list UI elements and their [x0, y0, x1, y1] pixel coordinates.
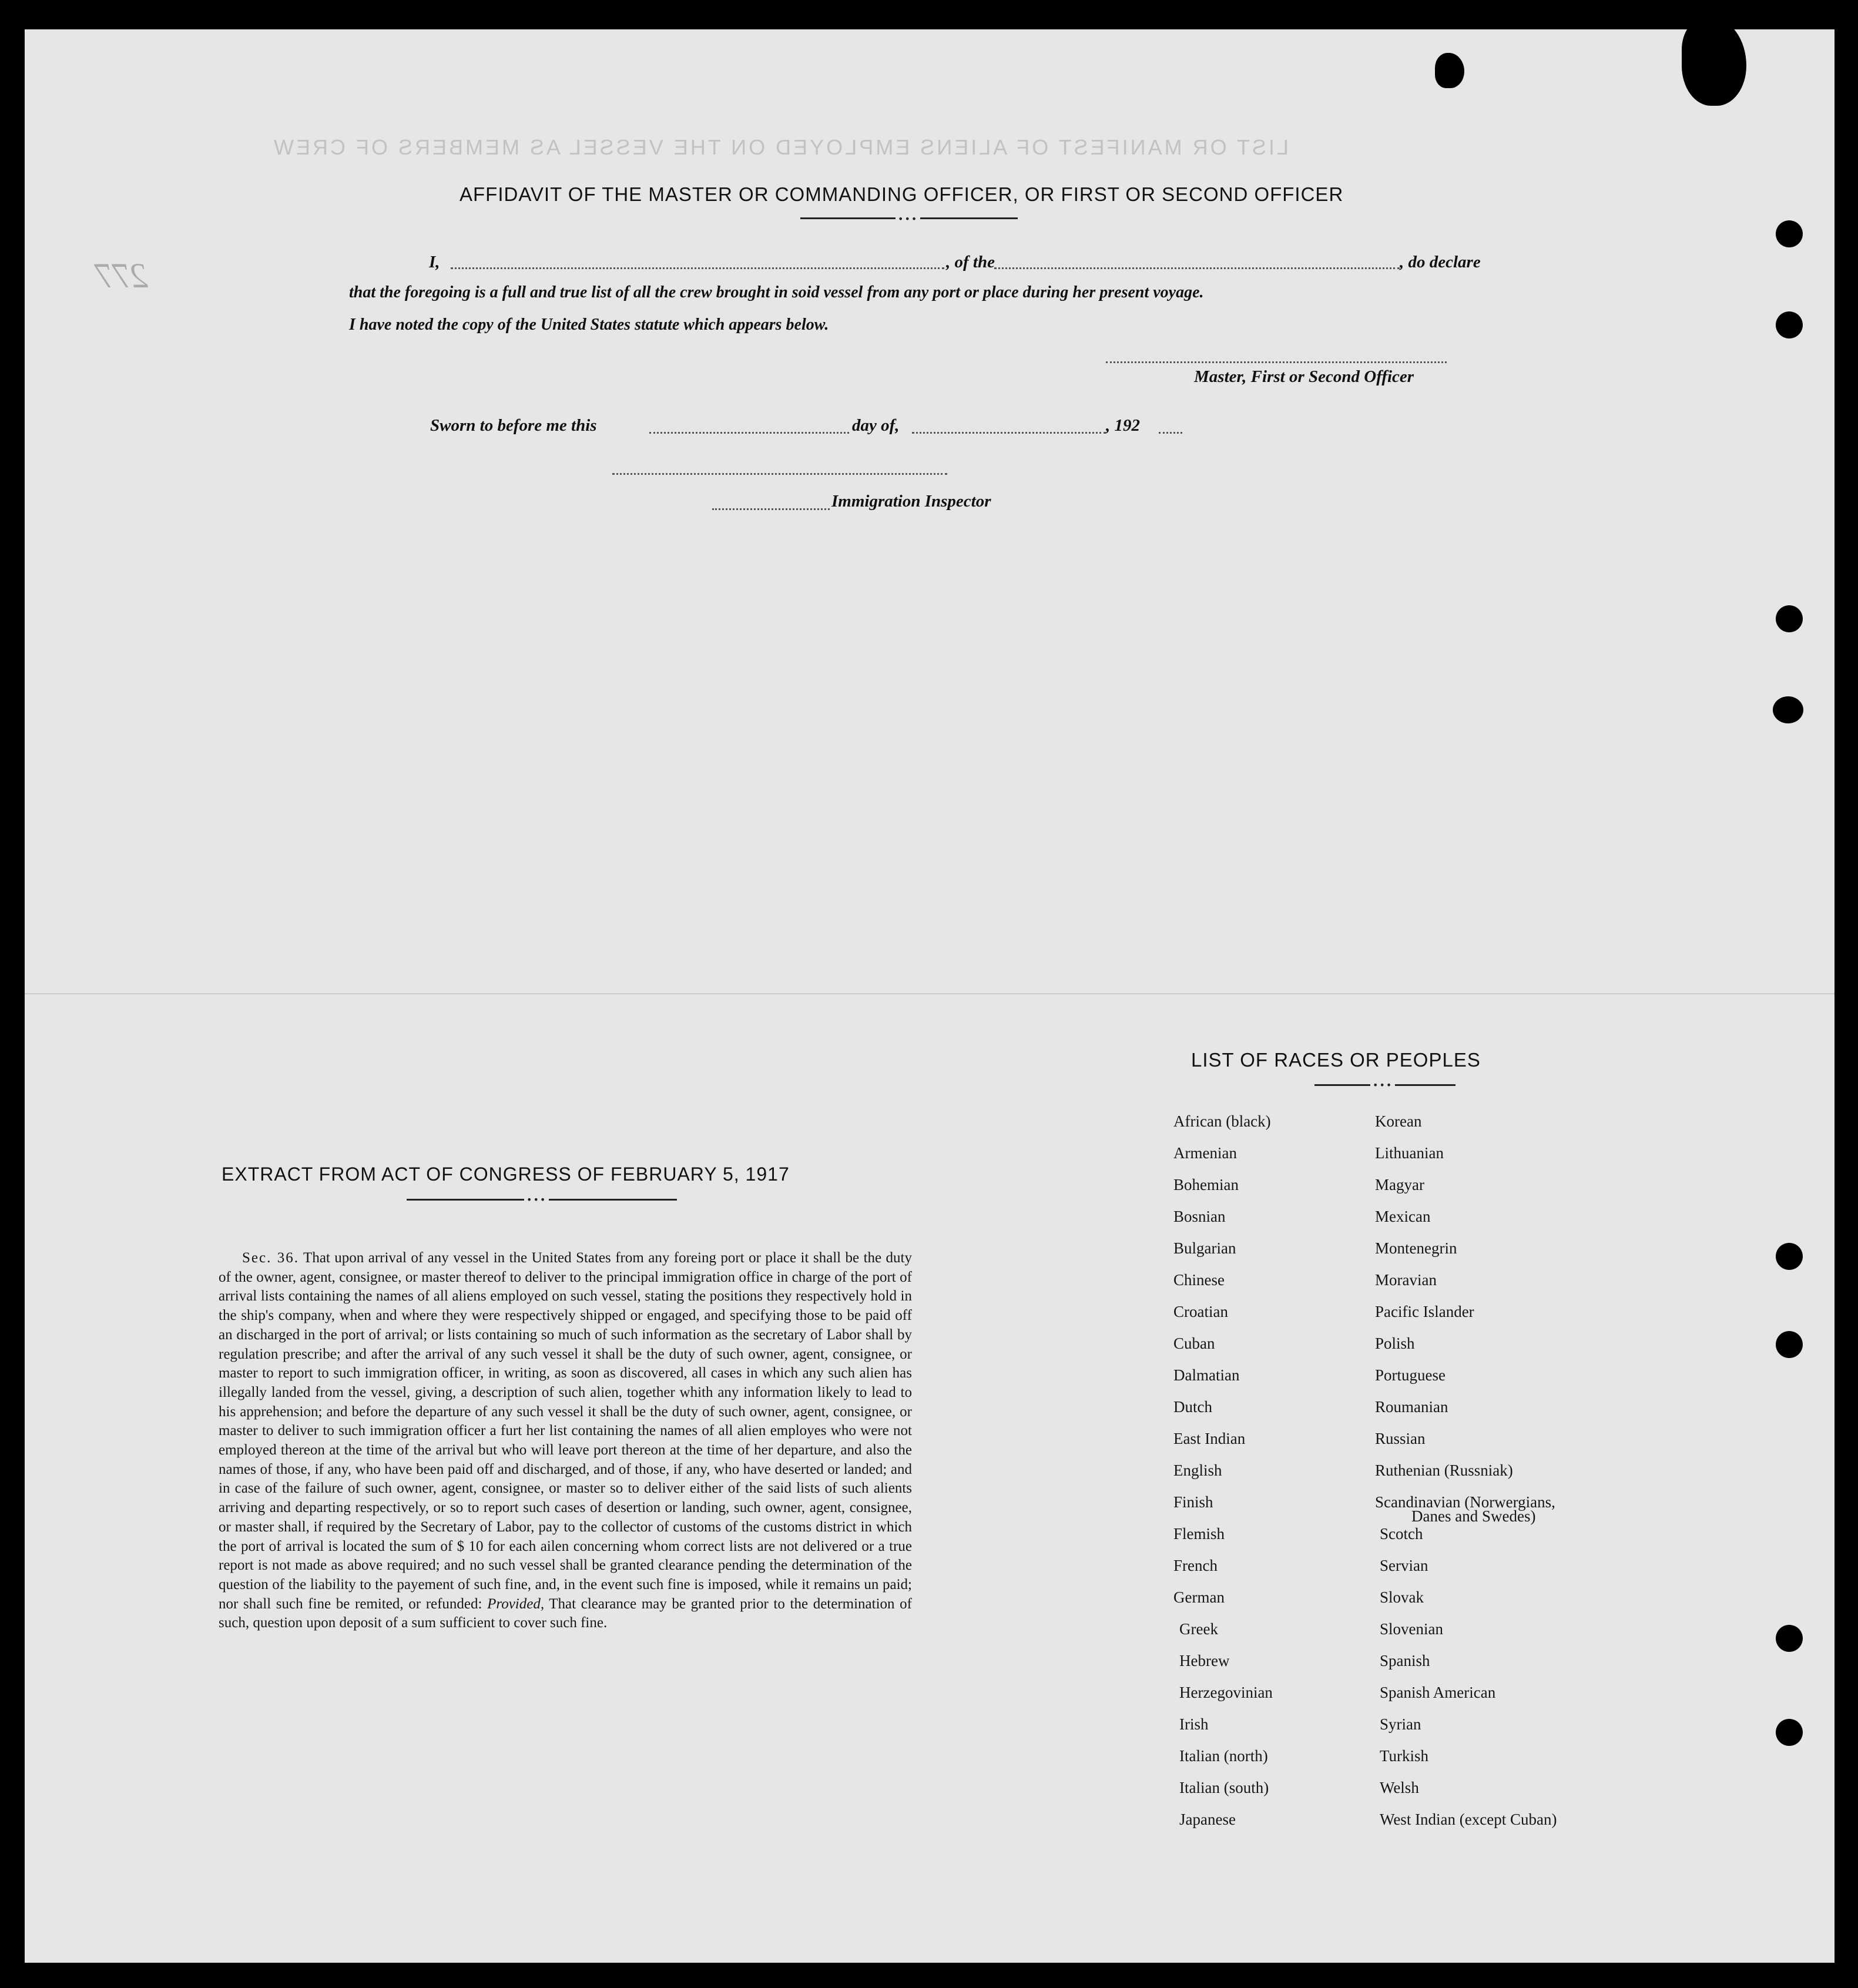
extract-body — [219, 1249, 912, 1633]
race-item: Servian — [1380, 1557, 1428, 1574]
race-item: Herzegovinian — [1179, 1684, 1273, 1701]
extract-provided: Provided, — [487, 1595, 545, 1612]
race-item: Mexican — [1375, 1208, 1431, 1225]
race-item: Turkish — [1380, 1747, 1429, 1765]
affidavit-i-label: I, — [429, 253, 440, 271]
race-item: Bosnian — [1173, 1208, 1226, 1225]
race-item: Roumanian — [1375, 1398, 1448, 1416]
race-item: Spanish American — [1380, 1684, 1496, 1701]
affidavit-declaration-text: that the foregoing is a full and true list of all the crew brought in soid vessel from any port or place during her present voyage. — [349, 283, 1204, 301]
race-item: German — [1173, 1588, 1225, 1606]
binder-hole — [1776, 605, 1803, 632]
binder-hole — [1776, 1719, 1803, 1746]
race-item: Korean — [1375, 1112, 1422, 1130]
race-item: Slovenian — [1380, 1620, 1443, 1638]
race-item: Ruthenian (Russniak) — [1375, 1461, 1513, 1479]
extract-title: EXTRACT FROM ACT OF CONGRESS OF FEBRUARY 5, 1917 — [222, 1164, 790, 1185]
race-item: Bulgarian — [1173, 1239, 1236, 1257]
race-item: Portuguese — [1375, 1366, 1446, 1384]
affidavit-title-ornament: ••• — [896, 214, 920, 224]
extract-text-end: That clearance may be granted prior to the determination of such, question upon deposit of a sum sufficient to cover such fine. — [219, 1595, 912, 1631]
ink-blot — [1435, 53, 1464, 88]
race-item: Japanese — [1179, 1811, 1236, 1828]
sworn-month-field[interactable] — [912, 432, 1106, 434]
race-item: Slovak — [1380, 1588, 1424, 1606]
extract-section-label: Sec. 36. — [242, 1250, 300, 1266]
affidavit-do-declare-label: , do declare — [1400, 253, 1481, 271]
race-item: Syrian — [1380, 1715, 1421, 1733]
race-item: Pacific Islander — [1375, 1303, 1474, 1320]
race-item: Scotch — [1380, 1525, 1423, 1543]
sworn-year-label: , 192 — [1106, 416, 1140, 435]
race-item: Moravian — [1375, 1271, 1437, 1289]
race-item: Flemish — [1173, 1525, 1225, 1543]
inspector-label: Immigration Inspector — [831, 492, 991, 511]
binder-hole — [1773, 696, 1803, 723]
race-item: West Indian (except Cuban) — [1380, 1811, 1557, 1828]
document-sheet — [25, 29, 1834, 1963]
race-item: English — [1173, 1461, 1222, 1479]
bleed-through-text: LIST OR MANIFEST OF ALIENS EMPLOYED ON THE VESSEL AS MEMBERS OF CREW — [271, 135, 1289, 159]
affidavit-name-field[interactable] — [451, 267, 944, 269]
affidavit-vessel-field[interactable] — [994, 267, 1400, 269]
race-item: Irish — [1179, 1715, 1209, 1733]
inspector-signature-field[interactable] — [612, 473, 947, 475]
extract-title-ornament: ••• — [524, 1195, 549, 1205]
race-item: East Indian — [1173, 1430, 1246, 1447]
race-item: African (black) — [1173, 1112, 1271, 1130]
sworn-day-of-label: day of, — [852, 416, 900, 435]
races-title: LIST OF RACES OR PEOPLES — [1191, 1049, 1481, 1071]
affidavit-title: AFFIDAVIT OF THE MASTER OR COMMANDING OFFICER, OR FIRST OR SECOND OFFICER — [460, 183, 1344, 205]
race-item: Chinese — [1173, 1271, 1225, 1289]
torn-corner — [1682, 18, 1746, 106]
race-item: Spanish — [1380, 1652, 1430, 1669]
race-item: Polish — [1375, 1335, 1415, 1352]
race-item: Russian — [1375, 1430, 1426, 1447]
binder-hole — [1776, 220, 1803, 247]
race-item: Scandinavian (Norwergians, — [1375, 1493, 1555, 1511]
binder-hole — [1776, 1331, 1803, 1358]
race-item: Finish — [1173, 1493, 1213, 1511]
race-item: Croatian — [1173, 1303, 1228, 1320]
race-item: Hebrew — [1179, 1652, 1230, 1669]
race-item: Dutch — [1173, 1398, 1212, 1416]
race-item: Italian (south) — [1179, 1779, 1269, 1796]
inspector-signature-prefix-field[interactable] — [712, 508, 830, 510]
race-item: Lithuanian — [1375, 1144, 1444, 1162]
master-signature-field[interactable] — [1106, 361, 1447, 363]
sworn-day-field[interactable] — [649, 432, 849, 434]
race-item: Welsh — [1380, 1779, 1419, 1796]
extract-text: That upon arrival of any vessel in the United States from any foreing port or place it shall be the duty of the owner, agent, consignee, or master thereof to deliver to the principal immigration office in charge of the port of arrival lists containing the names of all aliens employed on such vessel, stating the positions they respectively hold in the ship's company, when and where they were respectively shipped or engaged, and specifying those to be paid off an discharged in the port of arrival; or lists containing so much of such information as the secretary of Labor shall by regulation prescribe; and after the arrival of any such vessel it shall be the duty of such owner, agent, consignee, or master to report to such immigration officer, in writing, as soon as discovered, all cases in which any such alien has illegally landed from the vessel, giving, a description of such alien, together whith any information likely to lead to his apprehension; and before the departure of any such vessel it shall be the duty of such owner, agent, consignee, or master to deliver to such immigration officer a furt her list containing the names of all alien employes who were not employed thereon at the time of the arrival but who will leave port thereon at the time of her departure, and also the names of those, if any, who have been paid off and discharged, and of those, if any, who have deserted or landed; and in case of the failure of such owner, agent, consignee, or master so to deliver either of the said lists of such alients arriving and departing respectively, or so to report such cases of desertion or landing, such owner, agent, consignee, or master shall, if required by the Secretary of Labor, pay to the collector of customs of the customs district in which the port of arrival is located the sum of $ 10 for each ailen concerning whom correct lists are not delivered or a true report is not made as above required; and no such vessel shall be granted clearance pending the determination of the question of the liability to the payement of such fine, and, in the event such fine is imposed, while it remains un paid; nor shall such fine be remited, or refunded: — [219, 1250, 912, 1612]
sworn-year-field[interactable] — [1159, 432, 1182, 434]
race-item: Bohemian — [1173, 1176, 1239, 1194]
race-item: Montenegrin — [1375, 1239, 1457, 1257]
race-item: Italian (north) — [1179, 1747, 1268, 1765]
fold-crease — [25, 993, 1834, 994]
binder-hole — [1776, 311, 1803, 338]
race-item: Cuban — [1173, 1335, 1215, 1352]
race-item: Armenian — [1173, 1144, 1237, 1162]
race-item: Danes and Swedes) — [1411, 1507, 1536, 1525]
affidavit-of-the-label: , of the — [946, 253, 995, 271]
binder-hole — [1776, 1243, 1803, 1270]
races-title-ornament: ••• — [1370, 1081, 1395, 1090]
page-number-mark: 277 — [95, 256, 148, 295]
race-item: French — [1173, 1557, 1218, 1574]
race-item: Greek — [1179, 1620, 1218, 1638]
race-item: Magyar — [1375, 1176, 1424, 1194]
affidavit-statute-note: I have noted the copy of the United States statute which appears below. — [349, 316, 829, 334]
binder-hole — [1776, 1625, 1803, 1652]
master-signature-label: Master, First or Second Officer — [1194, 367, 1414, 386]
sworn-label: Sworn to before me this — [430, 416, 597, 435]
race-item: Dalmatian — [1173, 1366, 1240, 1384]
